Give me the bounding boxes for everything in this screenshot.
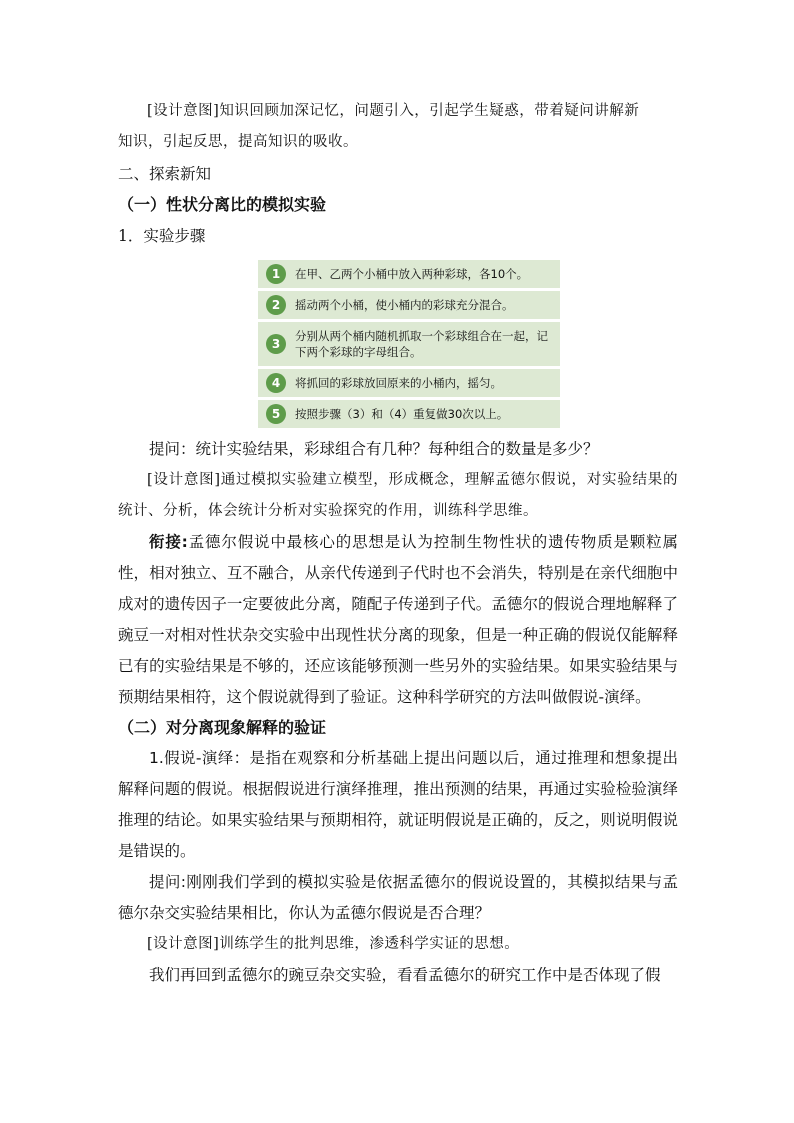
experiment-steps-figure [258,260,560,428]
subsection-title-verification: （二）对分离现象解释的验证 [118,718,327,737]
hypothesis-deduction-paragraph: 1.假说-演绎：是指在观察和分析基础上提出问题以后，通过推理和想象提出解释问题的假说。根据假说进行演绎推理，推出预测的结果，再通过实验检验演绎推理的结论。如果实验结果与预期相符，就证明假说是正确的，反之，则说明假说是错误的。 [118,749,678,860]
step-row [258,369,560,397]
question-statistics: 提问：统计实验结果，彩球组合有几种？每种组合的数量是多少？ [149,440,599,458]
link-paragraph [118,527,678,713]
design-intent-intro-line1: [设计意图]知识回顾加深记忆，问题引入，引起学生疑惑，带着疑问讲解新 [147,103,640,119]
link-text: 孟德尔假说中最核心的思想是认为控制生物性状的遗传物质是颗粒属性，相对独立、互不融合，从亲代传递到子代时也不会消失，特别是在亲代细胞中成对的遗传因子一定要彼此分离，随配子传递到子代。孟德尔的假说合理地解释了豌豆一对相对性状杂交实验中出现性状分离的现象，但是一种正确的假说仅能解释已有的实验结果是不够的，还应该能够预测一些另外的实验结果。如果实验结果与预期结果相符，这个假说就得到了验证。这种科学研究的方法叫做假说-演绎。 [118,533,678,706]
document-page [118,96,678,991]
step-row [258,322,560,366]
step-row [258,291,560,319]
link-label: 衔接: [149,533,188,551]
step-heading: 1．实验步骤 [118,227,206,245]
step-text: 摇动两个小桶，使小桶内的彩球充分混合。 [295,298,514,312]
step-text: 将抓回的彩球放回原来的小桶内，摇匀。 [295,376,502,390]
step-number-badge: 1 [266,264,286,284]
step-number-badge: 3 [266,334,286,354]
question-hypothesis: 提问:刚刚我们学到的模拟实验是依据孟德尔的假说设置的，其模拟结果与孟德尔杂交实验结果相比，你认为孟德尔假说是否合理？ [118,873,678,922]
step-number-badge: 2 [266,295,286,315]
step-number-badge: 4 [266,373,286,393]
closing-paragraph: 我们再回到孟德尔的豌豆杂交实验，看看孟德尔的研究工作中是否体现了假 [149,966,661,984]
step-text: 分别从两个桶内随机抓取一个彩球组合在一起，记下两个彩球的字母组合。 [295,329,548,359]
design-intent-critical-thinking: [设计意图]训练学生的批判思维，渗透科学实证的思想。 [147,936,520,952]
section-title: 二、探索新知 [118,165,212,183]
step-number-badge: 5 [266,404,286,424]
step-text: 在甲、乙两个小桶中放入两种彩球，各10个。 [295,267,529,281]
design-intent-intro-line2: 知识，引起反思，提高知识的吸收。 [118,134,358,150]
subsection-title-simulation: （一）性状分离比的模拟实验 [118,195,327,214]
step-text: 按照步骤（3）和（4）重复做30次以上。 [295,407,509,421]
step-row [258,400,560,428]
step-row [258,260,560,288]
design-intent-simulation: [设计意图]通过模拟实验建立模型，形成概念，理解孟德尔假说，对实验结果的统计、分析，体会统计分析对实验探究的作用，训练科学思维。 [118,472,678,519]
